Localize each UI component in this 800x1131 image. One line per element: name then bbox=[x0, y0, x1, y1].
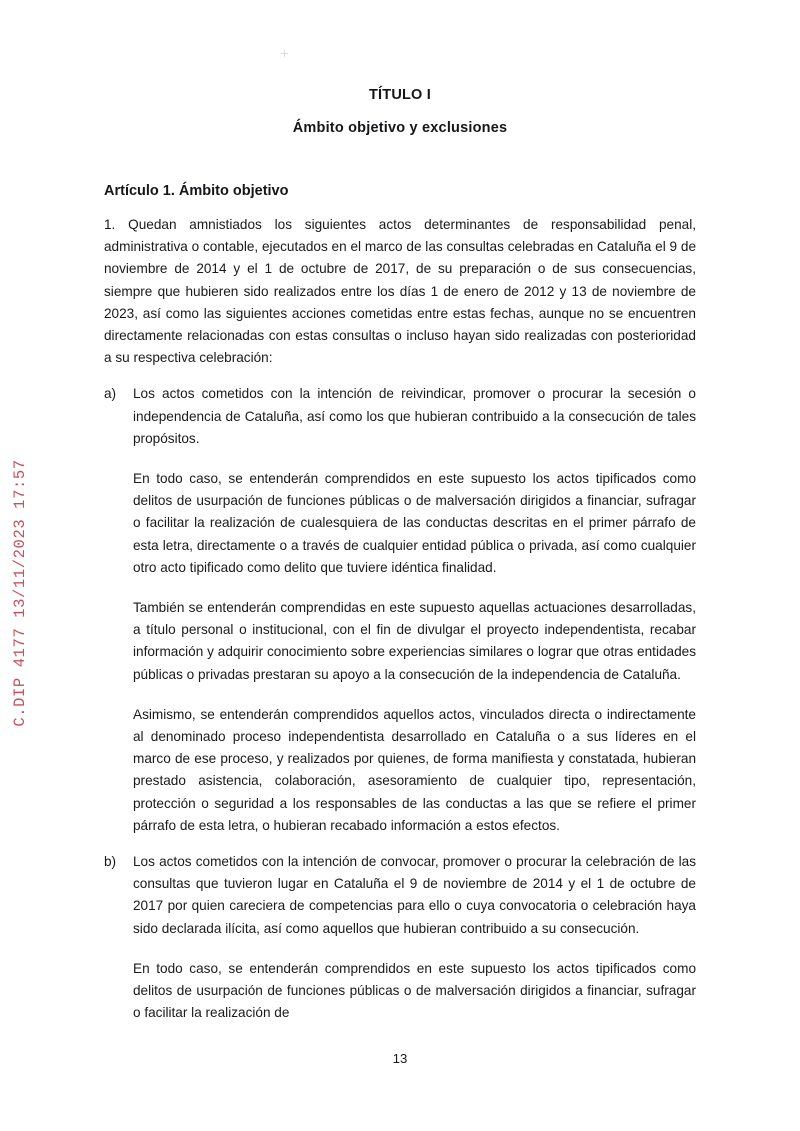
register-stamp bbox=[0, 420, 40, 765]
register-stamp-text: C.DIP 4177 13/11/2023 17:57 bbox=[11, 458, 29, 727]
document-subtitle: Ámbito objetivo y exclusiones bbox=[292, 120, 508, 136]
list-item-paragraph: Los actos cometidos con la intención de convocar, promover o procurar la celebración de las consultas que tuvieron lugar en Cataluña el 9 de noviembre de 2014 y el 1 de octubre de 2017 por quien careciera de competencias para ello o cuya convocatoria o celebración haya sido declarada ilícita, así como aquellos que hubieran contribuido a su consecución. bbox=[133, 854, 696, 936]
list-item-marker: b) bbox=[104, 854, 117, 870]
scan-artifact-mark bbox=[281, 50, 288, 57]
intro-paragraph: 1. Quedan amnistiados los siguientes actos determinantes de responsabilidad penal, administrativa o contable, ejecutados en el marco de las consultas celebradas en Cataluña el 9 de noviembre de 2014 y el 1 de octubre de 2017, de su preparación o de sus consecuencias, siempre que hubieren sido realizados entre los días 1 de enero de 2012 y 13 de noviembre de 2023, así como las siguientes acciones cometidas entre estas fechas, aunque no se encuentren directamente relacionadas con estas consultas o incluso hayan sido realizadas con posterioridad a su respectiva celebración: bbox=[104, 217, 696, 366]
document-body bbox=[104, 84, 696, 1025]
list-item-paragraph: También se entenderán comprendidas en este supuesto aquellas actuaciones desarrolladas, a título personal o institucional, con el fin de divulgar el proyecto independentista, recabar información y adquirir conocimiento sobre experiencias similares o lograr que otras entidades públicas o privadas prestaran su apoyo a la consecución de la independencia de Cataluña. bbox=[133, 600, 696, 682]
list-item-marker: a) bbox=[104, 386, 117, 402]
page-number: 13 bbox=[392, 1051, 408, 1066]
list-item-paragraph: Los actos cometidos con la intención de reivindicar, promover o procurar la secesión o independencia de Cataluña, así como los que hubieran contribuido a la consecución de tales propósitos. bbox=[133, 386, 696, 446]
list-item-paragraph: Asimismo, se entenderán comprendidos aquellos actos, vinculados directa o indirectamente al denominado proceso independentista desarrollado en Cataluña o a sus líderes en el marco de ese proceso, y realizados por quienes, de forma manifiesta y constatada, hubieran prestado asistencia, colaboración, asesoramiento de cualquier tipo, representación, protección o seguridad a los responsables de las conductas a las que se refiere el primer párrafo de esta letra, o hubieran recabado información a estos efectos. bbox=[133, 706, 696, 833]
list-item-paragraph: En todo caso, se entenderán comprendidos en este supuesto los actos tipificados como delitos de usurpación de funciones públicas o de malversación dirigidos a financiar, sufragar o facilitar la realización de cualesquiera de las conductas descritas en el primer párrafo de esta letra, directamente o a través de cualquier entidad pública o privada, así como cualquier otro acto tipificado como delito que tuviere idéntica finalidad. bbox=[133, 471, 696, 575]
list-item bbox=[104, 383, 696, 837]
list-item bbox=[104, 851, 696, 1024]
article-heading: Artículo 1. Ámbito objetivo bbox=[104, 183, 289, 199]
list-item-paragraph-continued: En todo caso, se entenderán comprendidos en este supuesto los actos tipificados como delitos de usurpación de funciones públicas o de malversación dirigidos a financiar, sufragar o facilitar la realización de bbox=[133, 960, 696, 1021]
document-title: TÍTULO I bbox=[368, 87, 431, 103]
